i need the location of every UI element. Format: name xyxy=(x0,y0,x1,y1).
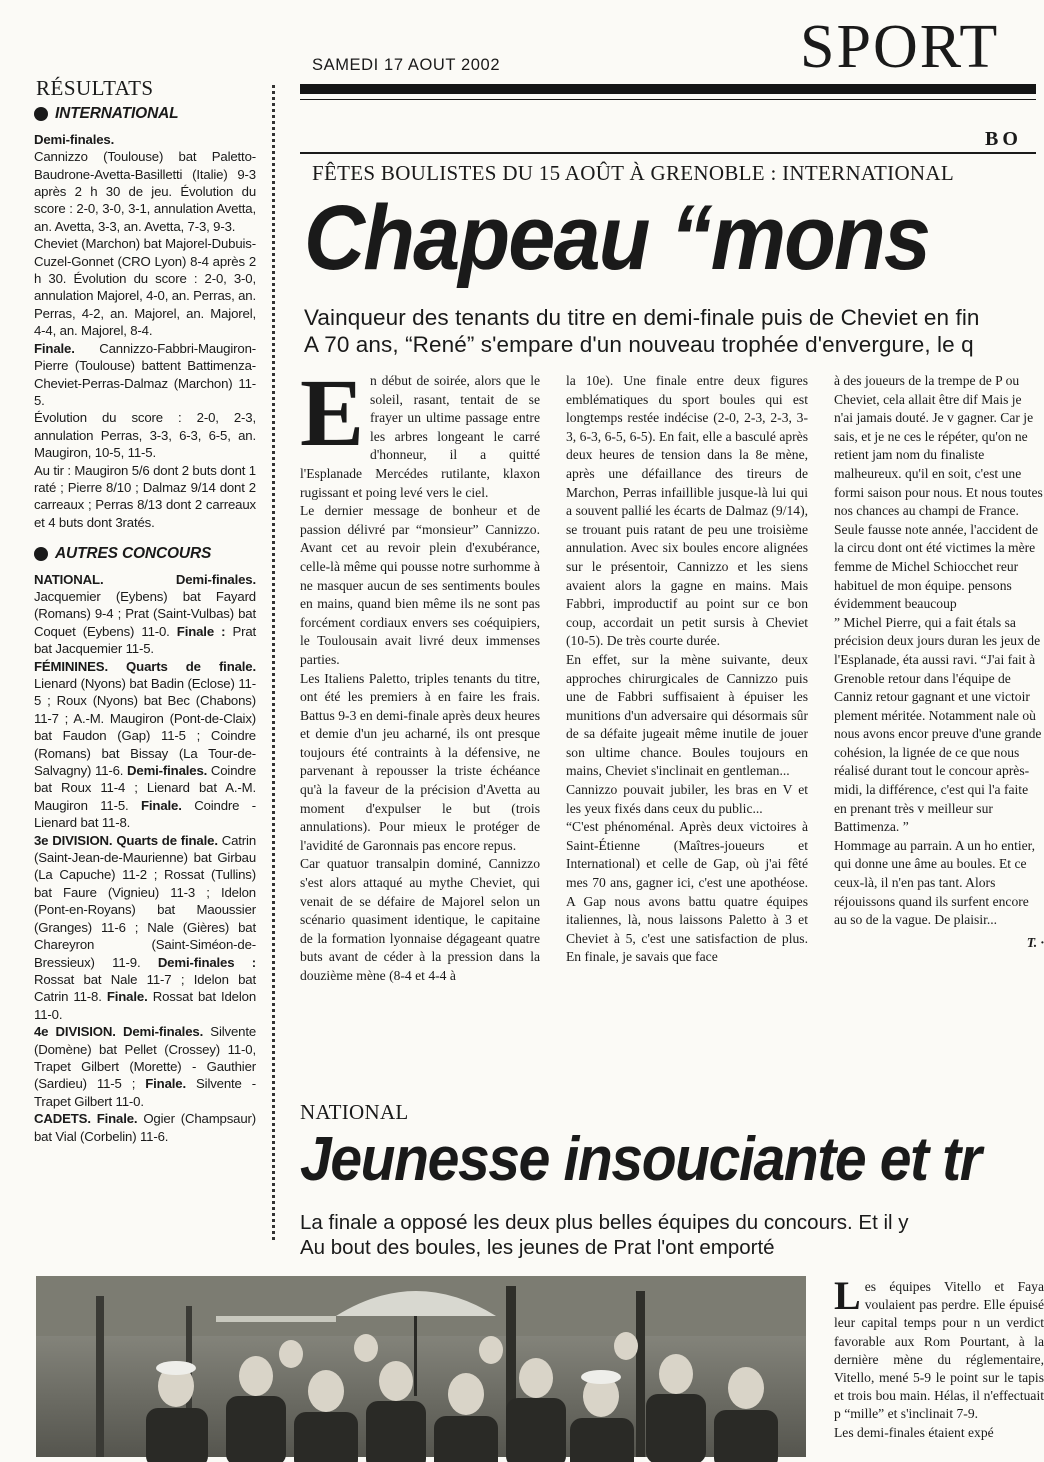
result-text: Coindre bat Roux 11-4 ; Lienard bat A.-M. Maugiron 11-5. xyxy=(34,763,257,813)
article-paragraph: En effet, sur la mène suivante, deux approches chirurgicales de Cannizzo puis une de Fabbri suffisaient à épuiser les munitions d'un adversaire qui désormais sûr de sa défaite jugeait même inutile de jouer son ultime chance. Boules toujours en mains, Cheviet s'inclinait en gentleman... xyxy=(566,651,808,779)
crowd-photo-illustration xyxy=(36,1276,806,1457)
result-label: Demi-finales. xyxy=(34,131,115,147)
article-paragraph: Les demi-finales étaient expé xyxy=(834,1424,994,1440)
result-label: CADETS. Finale. xyxy=(34,1111,138,1127)
header-rule-thin xyxy=(300,99,1036,100)
autres-title-text: AUTRES CONCOURS xyxy=(55,545,212,563)
result-label: Demi-finales : xyxy=(157,954,257,970)
header-rule xyxy=(300,84,1036,94)
article2-headline: Jeunesse insouciante et tr xyxy=(300,1125,981,1194)
results-title: RÉSULTATS xyxy=(36,76,154,100)
result-paragraph xyxy=(34,1110,256,1145)
result-paragraph xyxy=(34,832,256,1023)
article-paragraph: à des joueurs de la trempe de P ou Cheviet, cela allait être dif Mais je n'ai jamais douté. Je v gagner. Car je sais, et je ne ces le répéter, qu'on ne retient jam nom du finaliste malheureux. qu'il en soit, c'est une formi saison pour nous. Et nous toutes nos chances au champi de France. Seule fausse note année, l'accident de la circu dont ont été victimes la mère femme de Michel Schiocchet reur habituel de mon équipe. pensons évidemment beaucoup xyxy=(834,373,1043,612)
result-label: Finale. xyxy=(145,1076,186,1092)
article-paragraph: “C'est phénoménal. Après deux victoires à Saint-Étienne (Maîtres-joueurs et International) et celle de Gap, où j'ai fêté mes 70 ans, gagner ici, c'est une apothéose. A Gap nous avons battu quatre équipes italiennes, là, nous laissons Paletto à 3 et Cheviet à 5, c'est une satisfaction de plus. En finale, je savais que face xyxy=(566,819,808,965)
results-sidebar xyxy=(34,76,257,1145)
result-text: Lienard (Nyons) bat Badin (Eclose) 11-5 ; Roux (Nyons) bat Bec (Chabons) 11-7 ; A.-M. Maugiron (Pont-de-Claix) bat Faudon (Gap) 11-5 ; Coindre (Romans) bat Bissay (La Tour-de-Salvagny) 11-6. xyxy=(34,676,256,779)
result-label: 3e DIVISION. Quarts de finale. xyxy=(34,832,218,848)
result-label: Finale. xyxy=(106,989,148,1005)
article-paragraph: ” Michel Pierre, qui a fait étals sa précision deux jours duran les jeux de l'Esplanade, éta aussi ravi. “J'ai fait à Grenoble retour dans l'équipe de Canniz retour gagnant et une victoir plement méritée. Notamment nale où nous avons encor preuve d'une grande cohésion, la lignée de ce que nous réalisé durant tout le concour après-midi, la différence, c'est qui l'a faite en prenant très v meilleur sur Battimenza. ” xyxy=(834,614,1042,835)
subhead-line: Vainqueur des tenants du titre en demi-finale puis de Cheviet en fin xyxy=(304,305,980,330)
section-title: SPORT xyxy=(800,13,1000,81)
result-text: Ogier (Champsaur) bat Vial (Corbelin) 11-6. xyxy=(34,1111,257,1144)
article1-column-3 xyxy=(834,372,1044,952)
article-paragraph: es équipes Vitello et Faya voulaient pas perdre. Elle épuisé leur capital temps pour n un verdict favorable aux Rom Pourtant, à la dernière mène du réglementaire, Vitello, mené 5-9 le point sur le tapis et trois bou main. Hélas, il n'effectuait p “mille” et s'inclinait 7-9. xyxy=(834,1279,1044,1422)
article-paragraph: Hommage au parrain. A un ho entier, qui donne une âme au boules. Et ce ceux-là, il n'en pas tant. Alors réjouissons quand ils surfent encore au so de la vague. De plaisir... xyxy=(834,837,1036,928)
article1-headline: Chapeau “mons xyxy=(304,187,930,289)
result-paragraph: Cannizzo (Toulouse) bat Paletto-Baudrone-Avetta-Basilletti (Italie) 9-3 après 2 h 30 de jeu. Évolution du score : 2-0, 3-0, 3-1, annulation Avetta, an. Avetta, 3-3, an. Avetta, 7-3, 9-3. xyxy=(34,149,256,234)
article-paragraph: Car quatuor transalpin dominé, Cannizzo s'est alors attaqué au mythe Cheviet, qui venait de se défaire de Majorel selon un scénario quasiment identique, le capitaine de la formation lyonnaise dégageant quatre buts avant de céder à la pression dans la douzième mène (8-4 et 4-4 à xyxy=(300,856,540,983)
result-text: Rossat bat Nale 11-7 ; Idelon bat Catrin 11-8. xyxy=(34,971,256,1005)
author-signature: T. · xyxy=(1026,934,1044,950)
article-paragraph: Les Italiens Paletto, triples tenants du titre, ont été les premiers à en faire les frais. Battus 9-3 en demi-finale après deux heures et demie d'un jeu acharné, ils ont presque toujours été contraints à la défensive, ne parvenant à repousser la triste échéance qu'à la faveur de la précision d'Avetta au moment d'expulser le but (trois annulations). Pour mieux le protéger de l'avidité de Garonnais pas encore repus. xyxy=(300,670,540,853)
article-paragraph: Le dernier message de bonheur et de passion délivré par “monsieur” Cannizzo. Avant cet au revoir plein d'exubérance, celle-là même qui pousse notre surhomme à ne masquer aucun de ses sentiments boules en mains, quand bien même ils ne sont pas forcément cordiaux envers ses coéquipiers, le Toulousain avait livré deux immenses parties. xyxy=(300,503,540,667)
result-text: Coindre - Lienard bat 11-8. xyxy=(34,797,257,831)
result-paragraph xyxy=(34,1023,256,1110)
result-text: Rossat bat Idelon 11-0. xyxy=(34,989,257,1022)
column-separator xyxy=(272,85,275,1240)
article-paragraph: n début de soirée, alors que le soleil, rasant, tentait de se frayer un ultime passage entre les arbres longeant le carré d'honneur, il a quitté l'Esplanade Mercédes rutilante, klaxon rugissant et poing levé vers le ciel. xyxy=(300,373,540,500)
result-label: NATIONAL. Demi-finales. xyxy=(34,571,256,587)
result-paragraph xyxy=(34,571,256,658)
result-label: FÉMININES. Quarts de finale. xyxy=(34,658,256,674)
result-paragraph xyxy=(34,131,256,148)
bullet-icon xyxy=(34,547,48,561)
result-text: Jacquemier (Eybens) bat Fayard (Romans) 9-4 ; Prat (Saint-Vulbas) bat Coquet (Eybens) 11-0. xyxy=(34,588,256,639)
result-text: Cannizzo-Fabbri-Maugiron-Pierre (Toulouse) battent Battimenza-Cheviet-Perras-Dalmaz (Marchon) 11-5. xyxy=(34,340,256,408)
article-paragraph: la 10e). Une finale entre deux figures emblématiques du sport boules qui est longtemps restée indécise (2-0, 2-3, 2-3, 3-3, 6-3, 6-5, 6-5). En fait, elle a basculé après deux heures de tension dans la 8e mène, après une défaillance des tireurs de Marchon, Perras infaillible jusque-là lui qui a souvent pallié les écarts de Dalmaz (9/14), se trouant puis ratant de peu une troisième annulation. Avec six boules encore alignées sur le présentoir, Cannizzo et les siens avaient alors la gagne en mains. Mais Fabbri, improductif au point sur ce bon coup, accordait un petit sursis à Cheviet (10-5). De très courte durée. xyxy=(566,373,808,649)
result-paragraph xyxy=(34,340,256,410)
subsection-rule xyxy=(300,152,1036,154)
result-label: Finale. xyxy=(34,340,75,356)
subhead-line: A 70 ans, “René” s'empare d'un nouveau trophée d'envergure, le q xyxy=(304,332,974,357)
subhead-line: Au bout des boules, les jeunes de Prat l'ont emporté xyxy=(300,1236,775,1259)
international-title-text: INTERNATIONAL xyxy=(55,105,179,123)
result-paragraph: Cheviet (Marchon) bat Majorel-Dubuis-Cuzel-Gonnet (CRO Lyon) 8-4 après 2 h 30. Évolution du score : 2-0, 3-0, annulation Majorel, 4-0, an. Perras, an. Perras, 4-2, an. Majorel, an. Majorel, 4-4, an. Majorel, 8-4. xyxy=(34,236,256,339)
result-text: Prat bat Jacquemier 11-5. xyxy=(34,623,257,657)
article1-column-1 xyxy=(300,359,540,986)
drop-cap: E xyxy=(300,359,365,466)
article1-kicker: FÊTES BOULISTES DU 15 AOÛT À GRENOBLE : INTERNATIONAL xyxy=(312,161,954,185)
article1-subhead xyxy=(304,304,980,358)
result-paragraph xyxy=(34,658,256,832)
article-paragraph: Cannizzo pouvait jubiler, les bras en V et les yeux fixés dans ceux du public... xyxy=(566,782,808,816)
bullet-icon xyxy=(34,107,48,121)
autres-section-title xyxy=(34,545,256,562)
result-label: Finale. xyxy=(141,797,182,813)
result-text: Silvente - Trapet Gilbert 11-0. xyxy=(34,1076,256,1109)
result-label: Finale : xyxy=(176,623,226,639)
result-label: 4e DIVISION. Demi-finales. xyxy=(34,1024,204,1040)
article2-photo xyxy=(36,1276,806,1457)
drop-cap: L xyxy=(834,1273,861,1318)
article2-kicker: NATIONAL xyxy=(300,1100,409,1124)
article2-subhead xyxy=(300,1210,909,1260)
result-paragraph: Évolution du score : 2-0, 2-3, annulation Perras, 3-3, 6-3, 6-5, an. Maugiron, 10-5, 11-5. xyxy=(34,410,256,461)
edition-date: SAMEDI 17 AOUT 2002 xyxy=(312,56,501,74)
result-text: Catrin (Saint-Jean-de-Maurienne) bat Girbau (La Capuche) 11-2 ; Rossat (Tullins) bat Faure (Vignieu) 11-3 ; Idelon (Pont-en-Royans) bat Maoussier (Granges) 11-6 ; Nale (Gières) bat Chareyron (Saint-Siméon-de-Bressieux) 11-9. xyxy=(34,832,257,970)
international-section-title xyxy=(34,105,256,122)
article2-column xyxy=(834,1273,1044,1442)
result-paragraph: Au tir : Maugiron 5/6 dont 2 buts dont 1 raté ; Pierre 8/10 ; Dalmaz 9/14 dont 2 carreaux ; Perras 8/13 dont 2 carreaux et 4 buts dont 3ratés. xyxy=(34,462,256,530)
result-label: Demi-finales. xyxy=(127,763,208,779)
result-text: Silvente (Domène) bat Pellet (Crossey) 11-0, Trapet Gilbert (Morette) - Gauthier (Sardieu) 11-5 ; xyxy=(34,1024,257,1092)
subsection-title: BO xyxy=(985,128,1022,150)
subhead-line: La finale a opposé les deux plus belles équipes du concours. Et il y xyxy=(300,1211,909,1234)
article1-column-2 xyxy=(566,372,808,967)
